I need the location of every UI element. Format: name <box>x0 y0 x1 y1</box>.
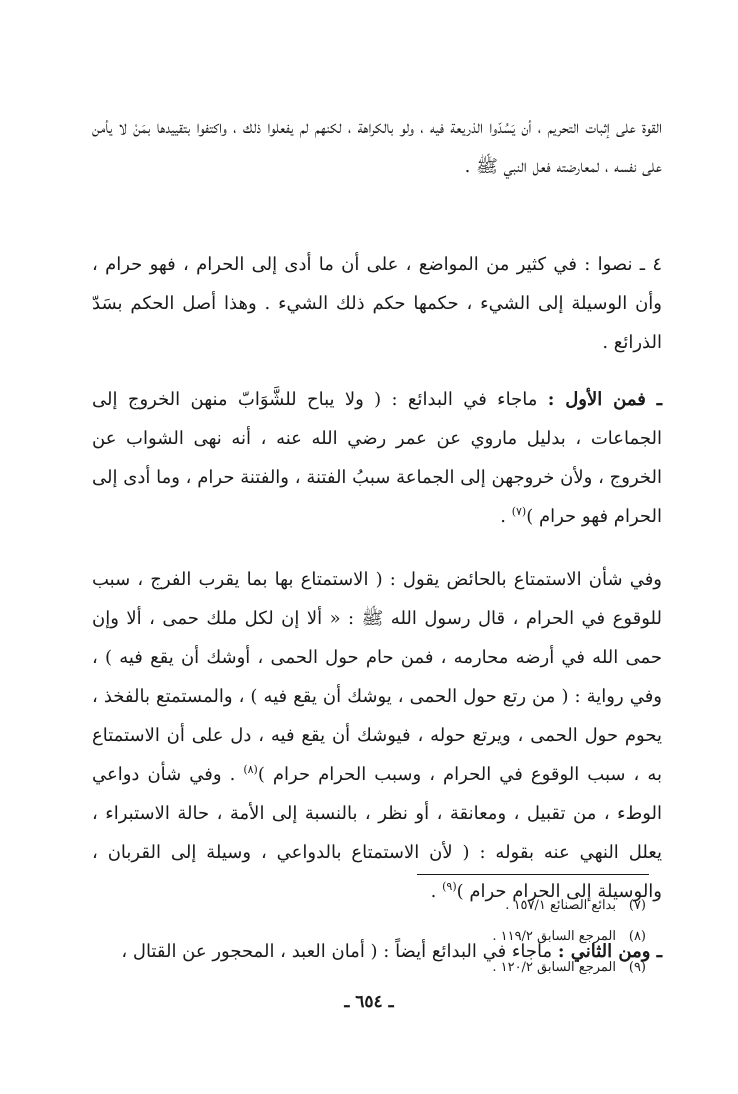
paragraph-text: القوة على إثبات التحريم ، أن يَسُدّوا الذريعة فيه ، ولو بالكراهة ، لكنهم لم يفعلوا ذلك ، واكتفوا بتقييدها بمَنْ لا يأمن على نفسه ، لمعارضته فعل النبي ﷺ . <box>92 117 662 177</box>
paragraph-tail: . <box>500 506 512 527</box>
paragraph-first-example <box>92 380 662 536</box>
footnote-text: المرجع السابق ١٢٠/٢ . <box>492 960 616 975</box>
footnote-text: المرجع السابق ١١٩/٢ . <box>492 929 616 944</box>
paragraph-menstruation <box>92 560 662 911</box>
footnote-ref: (٨) <box>243 763 258 776</box>
paragraph-text: ماجاء في البدائع : ( ولا يباح للشَّوَابّ منهن الخروج إلى الجماعات ، بدليل ماروي عن عمر رضي الله عنه ، أنه نهى الشواب عن الخروج ، ولأن خروجهن إلى الجماعة سببُ الفتنة ، والفتنة حرام ، وما أدى إلى الحرام فهو حرام ) <box>92 389 662 527</box>
main-text <box>92 108 662 971</box>
paragraph-text: ٤ ـ نصوا : في كثير من المواضع ، على أن ما أدى إلى الحرام ، فهو حرام ، وأن الوسيلة إلى الشيء ، حكمها حكم ذلك الشيء . وهذا أصل الحكم بسَدّ الذرائع . <box>92 254 662 353</box>
paragraph-lead: ـ فمن الأول : <box>547 389 662 410</box>
footnote-ref: (٩) <box>442 880 457 893</box>
footnote-item <box>346 921 646 952</box>
footnote-number: (٩) <box>628 960 646 975</box>
footnote-text: بدائع الصنائع ١٥٧/١ . <box>505 898 616 913</box>
paragraph-point-4 <box>92 245 662 362</box>
footnote-number: (٨) <box>628 929 646 944</box>
footnotes <box>346 890 646 983</box>
paragraph-intro <box>92 108 662 225</box>
footnote-divider <box>417 874 649 875</box>
paragraph-text: ماجاء في البدائع أيضاً : ( أمان العبد ، المحجور عن القتال ، <box>121 941 558 962</box>
footnote-number: (٧) <box>628 898 646 913</box>
paragraph-tail: . وفي شأن دواعي الوطء ، من تقبيل ، ومعانقة ، أو نظر ، بالنسبة إلى الأمة ، حالة الاستبراء ، يعلل النهي عنه بقوله : ( لأن الاستمتاع بالدواعي ، وسيلة إلى القربان ، والوسيلة إلى الحرام حرام ) <box>92 764 662 902</box>
footnote-item <box>346 890 646 921</box>
paragraph-tail: . <box>430 881 443 902</box>
footnote-item <box>346 952 646 983</box>
paragraph-text: وفي شأن الاستمتاع بالحائض يقول : ( الاستمتاع بها بما يقرب الفرج ، سبب للوقوع في الحرام ، قال رسول الله ﷺ : « ألا إن لكل ملك حمى ، ألا وإن حمى الله في أرضه محارمه ، فمن حام حول الحمى ، أوشك أن يقع فيه ) ، وفي رواية : ( من رتع حول الحمى ، يوشك أن يقع فيه ) ، والمستمتع بالفخذ ، يحوم حول الحمى ، ويرتع حوله ، فيوشك أن يقع فيه ، دل على أن الاستمتاع به ، سبب الوقوع في الحرام ، وسبب الحرام حرام ) <box>92 569 662 785</box>
page-number: ـ ٦٥٤ ـ <box>344 992 394 1012</box>
paragraph-lead: ـ ومن الثاني : <box>557 941 662 962</box>
footnote-ref: (٧) <box>511 505 527 518</box>
